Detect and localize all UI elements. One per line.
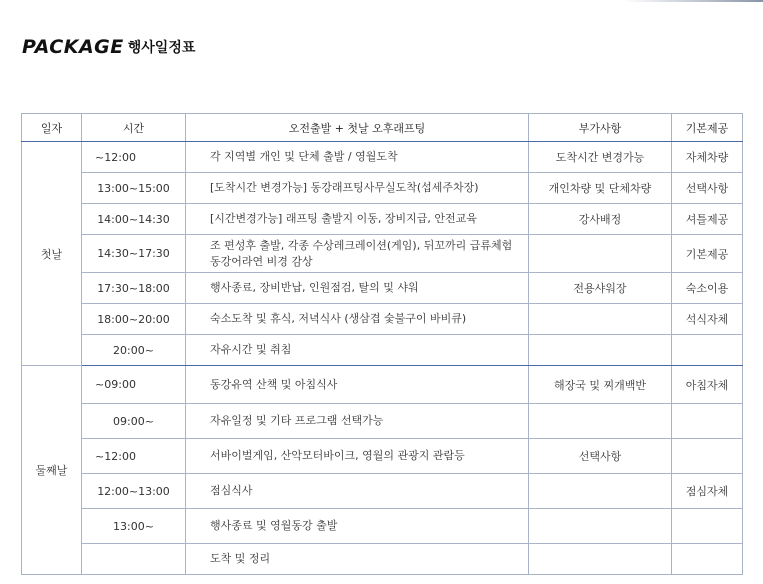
- table-row: [22, 509, 743, 544]
- table-row: [22, 404, 743, 439]
- time-cell: [82, 439, 186, 474]
- extra-cell: 선택사항: [529, 439, 672, 474]
- time-text: ~12:00: [95, 449, 136, 463]
- time-cell: 09:00~: [82, 404, 186, 439]
- basic-cell: 선택사항: [672, 173, 743, 204]
- time-cell: 17:30~18:00: [82, 273, 186, 304]
- activity-cell: 동강유역 산책 및 아침식사: [186, 366, 529, 404]
- page-title-ko: 행사일정표: [127, 40, 196, 56]
- activity-cell: 자유일정 및 기타 프로그램 선택가능: [186, 404, 529, 439]
- table-row: [22, 335, 743, 366]
- extra-cell: [529, 335, 672, 366]
- table-row: [22, 474, 743, 509]
- extra-cell: [529, 304, 672, 335]
- header-time: 시간: [82, 114, 186, 142]
- table-row: [22, 544, 743, 575]
- extra-cell: 도착시간 변경가능: [529, 142, 672, 173]
- time-cell: 20:00~: [82, 335, 186, 366]
- extra-cell: 개인차량 및 단체차량: [529, 173, 672, 204]
- extra-cell: [529, 509, 672, 544]
- table-header-row: [22, 114, 743, 142]
- table-row: [22, 204, 743, 235]
- schedule-table: [21, 113, 743, 575]
- basic-cell: [672, 404, 743, 439]
- time-text: ~09:00: [95, 378, 136, 391]
- extra-cell: [529, 235, 672, 273]
- time-cell: 13:00~: [82, 509, 186, 544]
- table-row: [22, 366, 743, 404]
- extra-cell: 해장국 및 찌개백반: [529, 366, 672, 404]
- basic-cell: 숙소이용: [672, 273, 743, 304]
- day-label: 둘째날: [22, 366, 82, 575]
- basic-cell: [672, 439, 743, 474]
- time-cell: [82, 142, 186, 173]
- table-row: [22, 304, 743, 335]
- page-title: [22, 33, 195, 57]
- time-cell: [82, 366, 186, 404]
- basic-cell: [672, 509, 743, 544]
- activity-line-2: 동강어라연 비경 감상: [210, 254, 313, 268]
- basic-cell: 셔틀제공: [672, 204, 743, 235]
- activity-cell: 숙소도착 및 휴식, 저녁식사 (생삼겹 숯불구이 바비큐): [186, 304, 529, 335]
- activity-cell: 서바이벌게임, 산악모터바이크, 영월의 관광지 관람등: [186, 439, 529, 474]
- basic-cell: 석식자체: [672, 304, 743, 335]
- activity-cell: 행사종료 및 영월동강 출발: [186, 509, 529, 544]
- time-cell: 12:00~13:00: [82, 474, 186, 509]
- extra-cell: 전용샤워장: [529, 273, 672, 304]
- activity-cell: 점심식사: [186, 474, 529, 509]
- time-cell: 14:00~14:30: [82, 204, 186, 235]
- activity-cell: [도착시간 변경가능] 동강래프팅사무실도착(섭세주차장): [186, 173, 529, 204]
- table-row: [22, 439, 743, 474]
- time-cell: 18:00~20:00: [82, 304, 186, 335]
- basic-cell: 아침자체: [672, 366, 743, 404]
- time-cell: 13:00~15:00: [82, 173, 186, 204]
- activity-cell: 각 지역별 개인 및 단체 출발 / 영월도착: [186, 142, 529, 173]
- page-title-en: PACKAGE: [22, 36, 124, 58]
- activity-cell: 자유시간 및 취침: [186, 335, 529, 366]
- time-cell: 14:30~17:30: [82, 235, 186, 273]
- extra-cell: 강사배정: [529, 204, 672, 235]
- activity-cell: 행사종료, 장비반납, 인원점검, 탈의 및 샤워: [186, 273, 529, 304]
- activity-cell: [시간변경가능] 래프팅 출발지 이동, 장비지급, 안전교육: [186, 204, 529, 235]
- header-activity: 오전출발 + 첫날 오후래프팅: [186, 114, 529, 142]
- header-basic: 기본제공: [672, 114, 743, 142]
- basic-cell: 점심자체: [672, 474, 743, 509]
- activity-cell: [186, 235, 529, 273]
- header-extra: 부가사항: [529, 114, 672, 142]
- time-text: ~12:00: [95, 150, 136, 164]
- extra-cell: [529, 544, 672, 575]
- activity-line-1: 조 편성후 출발, 각종 수상레크레이션(게임), 뒤꼬까리 급류체험: [210, 238, 513, 252]
- day-label: 첫날: [22, 142, 82, 366]
- table-row: [22, 142, 743, 173]
- table-row: [22, 273, 743, 304]
- basic-cell: [672, 335, 743, 366]
- table-row: [22, 173, 743, 204]
- extra-cell: [529, 474, 672, 509]
- top-accent-line: [623, 0, 763, 2]
- extra-cell: [529, 404, 672, 439]
- activity-cell: 도착 및 정리: [186, 544, 529, 575]
- basic-cell: 기본제공: [672, 235, 743, 273]
- basic-cell: 자체차량: [672, 142, 743, 173]
- time-cell: [82, 544, 186, 575]
- basic-cell: [672, 544, 743, 575]
- header-day: 일자: [22, 114, 82, 142]
- table-row: [22, 235, 743, 273]
